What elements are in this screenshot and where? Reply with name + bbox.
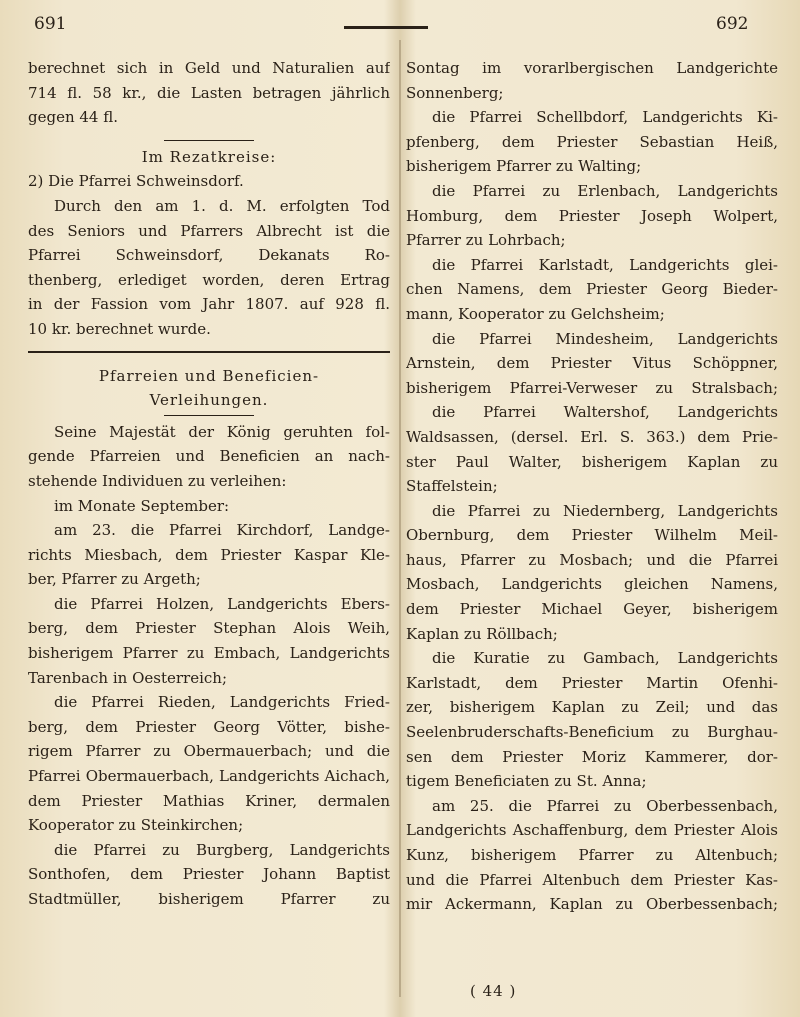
- text-line: die Pfarrei Karlstadt, Landgerichts glei-: [432, 255, 778, 274]
- text-line: berg, dem Priester Stephan Alois Weih,: [28, 619, 390, 638]
- text-line: haus, Pfarrer zu Mosbach; und die Pfarrei: [406, 550, 778, 569]
- text-line: berechnet sich in Geld und Naturalien auf: [28, 59, 390, 77]
- page-number-left: 691: [34, 14, 67, 34]
- text-line: Kunz, bisherigem Pfarrer zu Altenbuch;: [406, 846, 778, 864]
- text-line: die Pfarrei zu Erlenbach, Landgerichts: [432, 181, 778, 200]
- header-rule: [344, 26, 428, 29]
- text-line: dem Priester Michael Geyer, bisherigem: [406, 600, 778, 619]
- text-line: bisherigem Pfarrer zu Walting;: [406, 157, 642, 176]
- title-divider: [164, 415, 254, 416]
- text-line: mann, Kooperator zu Gelchsheim;: [406, 304, 665, 323]
- text-line: Staffelstein;: [406, 477, 498, 496]
- text-line: sen dem Priester Moriz Kammerer, dor-: [406, 747, 778, 766]
- text-line: zer, bisherigem Kaplan zu Zeil; und das: [406, 698, 778, 717]
- text-line: und die Pfarrei Altenbuch dem Priester Kas-: [406, 870, 778, 889]
- book-gutter: [399, 40, 401, 997]
- text-line: stehende Individuen zu verleihen:: [28, 471, 287, 490]
- text-line: die Pfarrei zu Niedernberg, Landgerichts: [432, 501, 778, 520]
- section-heading: Im Rezatkreise:: [141, 147, 277, 166]
- text-line: die Pfarrei Rieden, Landgerichts Fried-: [54, 693, 390, 712]
- text-line: rigem Pfarrer zu Obermauerbach; und die: [28, 742, 390, 761]
- text-line: im Monate September:: [54, 496, 230, 515]
- text-line: die Pfarrei zu Burgberg, Landgerichts: [54, 840, 390, 859]
- text-line: Kooperator zu Steinkirchen;: [28, 816, 244, 835]
- text-line: Homburg, dem Priester Joseph Wolpert,: [406, 206, 778, 225]
- text-line: bisherigem Pfarrei-Verweser zu Stralsbach;: [406, 378, 778, 397]
- text-line: des Seniors und Pfarrers Albrecht ist die: [28, 221, 390, 240]
- text-line: am 25. die Pfarrei zu Oberbessenbach,: [432, 796, 778, 815]
- text-line: gegen 44 fl.: [28, 108, 119, 127]
- text-line: chen Namens, dem Priester Georg Bieder-: [406, 280, 778, 299]
- text-line: berg, dem Priester Georg Vötter, bishe-: [28, 717, 390, 736]
- text-line: dem Priester Mathias Kriner, dermalen: [28, 791, 390, 810]
- text-line: Pfarrer zu Lohrbach;: [406, 231, 566, 250]
- text-line: die Kuratie zu Gambach, Landgerichts: [432, 649, 778, 668]
- text-line: Durch den am 1. d. M. erfolgten Tod: [54, 196, 390, 215]
- text-line: 2) Die Pfarrei Schweinsdorf.: [28, 172, 244, 191]
- text-line: Pfarrei Obermauerbach, Landgerichts Aichach,: [28, 767, 390, 786]
- title-line: Pfarreien und Beneficien-: [98, 366, 320, 385]
- text-line: 10 kr. berechnet wurde.: [28, 319, 211, 338]
- text-line: ber, Pfarrer zu Argeth;: [28, 570, 201, 589]
- text-line: 714 fl. 58 kr., die Lasten betragen jährlich: [28, 83, 390, 102]
- text-line: am 23. die Pfarrei Kirchdorf, Landge-: [54, 521, 390, 540]
- text-line: die Pfarrei Schellbdorf, Landgerichts Ki-: [432, 108, 778, 127]
- text-line: Tarenbach in Oesterreich;: [28, 668, 227, 687]
- text-line: Waldsassen, (dersel. Erl. S. 363.) dem Prie-: [406, 427, 778, 446]
- text-line: tigem Beneficiaten zu St. Anna;: [406, 772, 647, 791]
- text-line: Karlstadt, dem Priester Martin Ofenhi-: [406, 673, 778, 692]
- text-line: Stadtmüller, bisherigem Pfarrer zu: [28, 890, 390, 908]
- text-line: gende Pfarreien und Beneficien an nach-: [28, 447, 390, 466]
- text-line: bisherigem Pfarrer zu Embach, Landgerichts: [28, 644, 390, 663]
- text-line: die Pfarrei Holzen, Landgerichts Ebers-: [54, 594, 390, 613]
- text-line: pfenberg, dem Priester Sebastian Heiß,: [406, 132, 778, 151]
- section-divider: [164, 140, 254, 141]
- text-line: richts Miesbach, dem Priester Kaspar Kle-: [28, 545, 390, 564]
- text-line: thenberg, erlediget worden, deren Ertrag: [28, 270, 390, 289]
- text-line: Arnstein, dem Priester Vitus Schöppner,: [406, 354, 778, 373]
- text-line: Sonnenberg;: [406, 83, 504, 102]
- text-line: Mosbach, Landgerichts gleichen Namens,: [406, 575, 778, 594]
- title-line: Verleihungen.: [149, 391, 269, 410]
- text-line: Sontag im vorarlbergischen Landgerichte: [406, 59, 778, 77]
- text-line: Kaplan zu Röllbach;: [406, 624, 558, 643]
- text-line: die Pfarrei Mindesheim, Landgerichts: [432, 329, 778, 348]
- signature-mark: ( 44 ): [470, 982, 517, 1000]
- text-line: die Pfarrei Waltershof, Landgerichts: [432, 403, 778, 422]
- text-line: mir Ackermann, Kaplan zu Oberbessenbach;: [406, 895, 778, 914]
- text-line: Landgerichts Aschaffenburg, dem Priester Alois: [406, 821, 778, 840]
- page-number-right: 692: [716, 14, 749, 34]
- text-line: ster Paul Walter, bisherigem Kaplan zu: [406, 452, 778, 471]
- right-column: [406, 56, 778, 917]
- text-line: Obernburg, dem Priester Wilhelm Meil-: [406, 526, 778, 545]
- text-line: Seine Majestät der König geruhten fol-: [54, 422, 390, 441]
- section-rule: [28, 351, 390, 353]
- text-line: Seelenbruderschafts-Beneficium zu Burghau-: [406, 723, 778, 742]
- text-line: Sonthofen, dem Priester Johann Baptist: [28, 865, 390, 884]
- text-line: in der Fassion vom Jahr 1807. auf 928 fl.: [28, 295, 390, 314]
- text-line: Pfarrei Schweinsdorf, Dekanats Ro-: [28, 246, 390, 265]
- left-column: [28, 56, 390, 912]
